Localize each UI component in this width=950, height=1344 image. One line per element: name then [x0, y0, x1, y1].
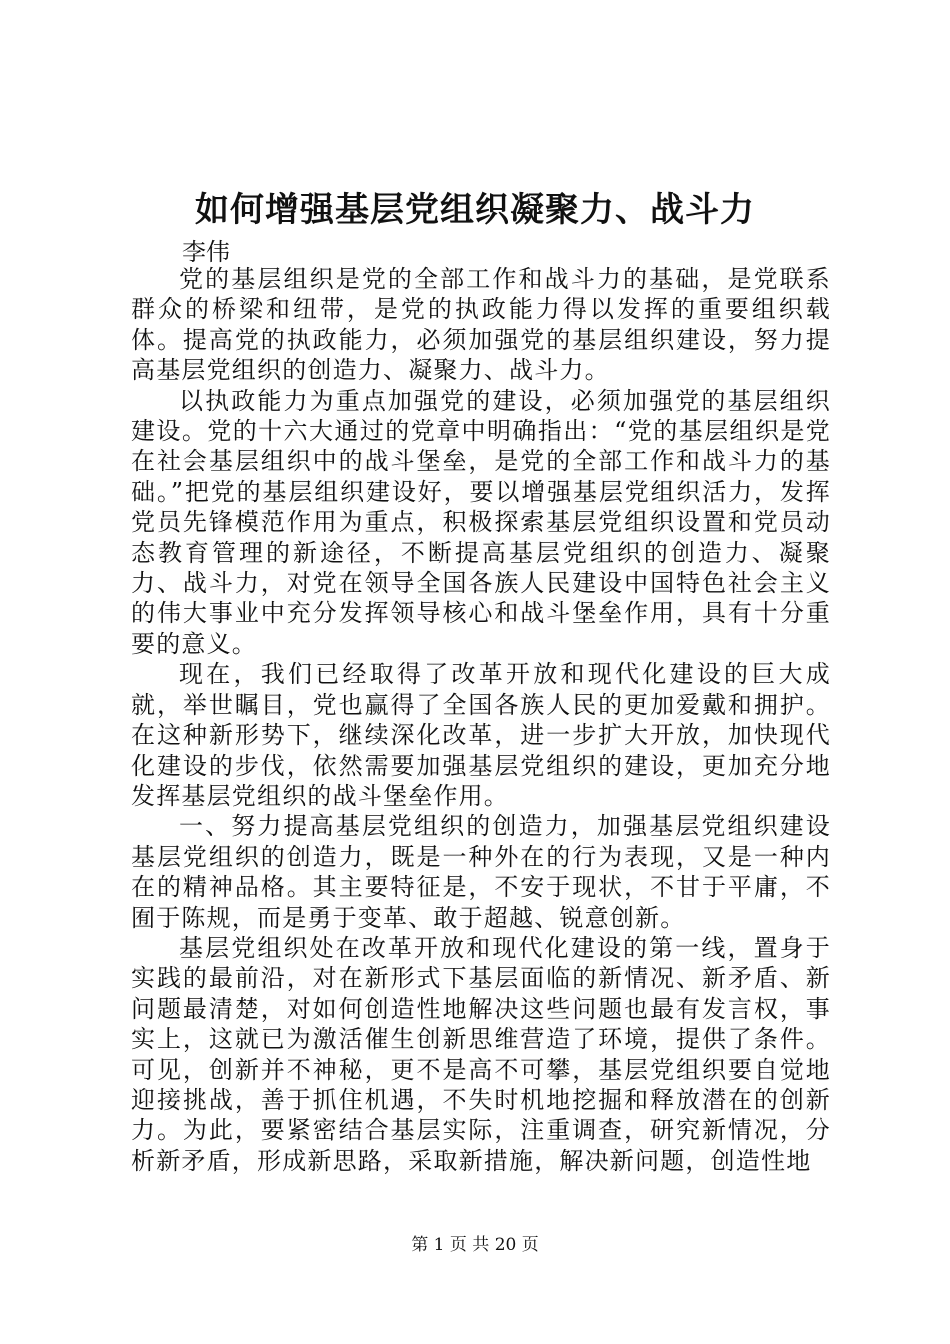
- paragraph: 现在，我们已经取得了改革开放和现代化建设的巨大成就，举世瞩目，党也赢得了全国各族人民的更加爱戴和拥护。在这种新形势下，继续深化改革，进一步扩大开放，加快现代化建设的步伐，依然需要加强基层党组织的建设，更加充分地发挥基层党组织的战斗堡垒作用。: [131, 660, 831, 810]
- paragraph: 党的基层组织是党的全部工作和战斗力的基础，是党联系群众的桥梁和纽带，是党的执政能力得以发挥的重要组织载体。提高党的执政能力，必须加强党的基层组织建设，努力提高基层党组织的创造力、凝聚力、战斗力。: [131, 265, 831, 385]
- page-number-footer: 第 1 页 共 20 页: [411, 1235, 539, 1255]
- paragraph: 一、努力提高基层党组织的创造力，加强基层党组织建设基层党组织的创造力，既是一种外在的行为表现，又是一种内在的精神品格。其主要特征是，不安于现状，不甘于平庸，不囿于陈规，而是勇于变革、敢于超越、锐意创新。: [131, 812, 831, 932]
- paragraph: 以执政能力为重点加强党的建设，必须加强党的基层组织建设。党的十六大通过的党章中明确指出：“党的基层组织是党在社会基层组织中的战斗堡垒，是党的全部工作和战斗力的基础。”把党的基层组织建设好，要以增强基层党组织活力，发挥党员先锋模范作用为重点，积极探索基层党组织设置和党员动态教育管理的新途径，不断提高基层党组织的创造力、凝聚力、战斗力，对党在领导全国各族人民建设中国特色社会主义的伟大事业中充分发挥领导核心和战斗堡垒作用，具有十分重要的意义。: [131, 386, 831, 658]
- author-name: 李伟: [182, 238, 230, 266]
- paragraph: 基层党组织处在改革开放和现代化建设的第一线，置身于实践的最前沿，对在新形式下基层面临的新情况、新矛盾、新问题最清楚，对如何创造性地解决这些问题也最有发言权，事实上，这就已为激活催生创新思维营造了环境，提供了条件。可见，创新并不神秘，更不是高不可攀，基层党组织要自觉地迎接挑战，善于抓住机遇，不失时机地挖掘和释放潜在的创新力。为此，要紧密结合基层实际，注重调查，研究新情况，分析新矛盾，形成新思路，采取新措施，解决新问题，创造性地: [131, 933, 831, 1175]
- document-body: [131, 264, 831, 1176]
- document-title: 如何增强基层党组织凝聚力、战斗力: [195, 190, 755, 230]
